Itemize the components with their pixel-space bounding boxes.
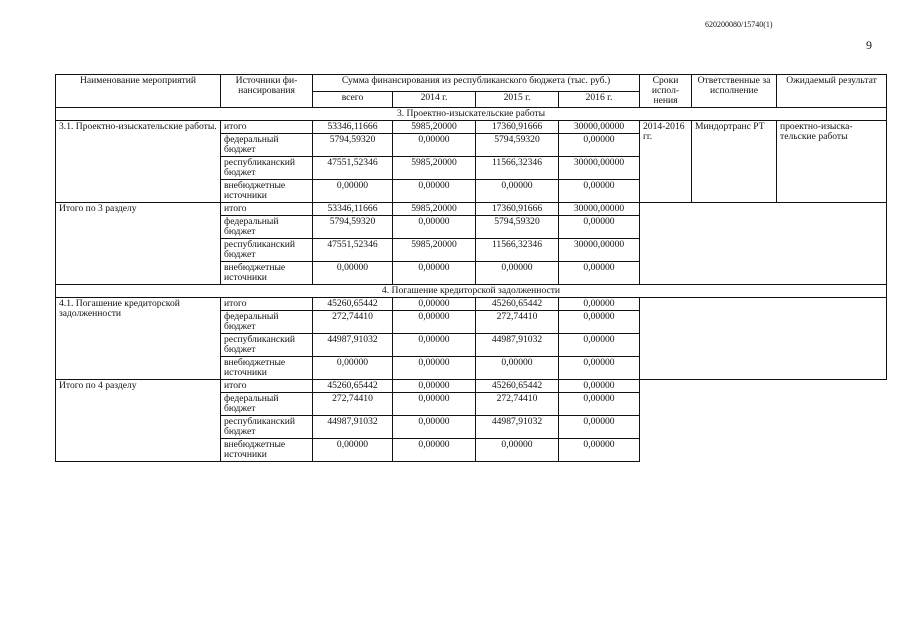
source-cell: итого [221, 380, 313, 393]
value-cell: 47551,52346 [313, 239, 393, 262]
value-cell: 44987,91032 [313, 334, 393, 357]
header-responsible: Ответственные за исполнение [692, 75, 777, 108]
source-cell: внебюджетные источники [221, 262, 313, 285]
source-cell: федеральный бюджет [221, 393, 313, 416]
value-cell: 17360,91666 [476, 121, 559, 134]
value-cell: 0,00000 [313, 262, 393, 285]
value-cell: 5985,20000 [393, 121, 476, 134]
value-cell: 0,00000 [393, 134, 476, 157]
source-cell: федеральный бюджет [221, 134, 313, 157]
source-cell: внебюджетные источники [221, 357, 313, 380]
value-cell: 0,00000 [559, 393, 640, 416]
header-total: всего [313, 91, 393, 108]
value-cell: 0,00000 [393, 311, 476, 334]
source-cell: внебюджетные источники [221, 180, 313, 203]
header-name: Наименование мероприятий [56, 75, 221, 108]
source-cell: федеральный бюджет [221, 311, 313, 334]
source-cell: республиканский бюджет [221, 239, 313, 262]
source-cell: республиканский бюджет [221, 157, 313, 180]
value-cell: 30000,00000 [559, 239, 640, 262]
value-cell: 0,00000 [313, 180, 393, 203]
value-cell: 5794,59320 [476, 134, 559, 157]
value-cell: 272,74410 [313, 311, 393, 334]
value-cell: 0,00000 [393, 298, 476, 311]
source-cell: внебюджетные источники [221, 439, 313, 462]
value-cell: 11566,32346 [476, 157, 559, 180]
section-3-title: 3. Проектно-изыскательские работы [56, 108, 887, 121]
financing-table [55, 74, 887, 462]
page-number: 9 [866, 38, 872, 52]
value-cell: 11566,32346 [476, 239, 559, 262]
header-sum: Сумма финансирования из республиканского бюджета (тыс. руб.) [313, 75, 640, 92]
value-cell: 5794,59320 [313, 216, 393, 239]
item-4-1-name: 4.1. Погашение кредиторской задолженности [56, 298, 221, 380]
source-cell: федеральный бюджет [221, 216, 313, 239]
value-cell: 5985,20000 [393, 239, 476, 262]
value-cell: 0,00000 [559, 180, 640, 203]
table-row [56, 121, 887, 134]
header-result: Ожидаемый результат [777, 75, 887, 108]
value-cell: 272,74410 [476, 393, 559, 416]
value-cell: 5985,20000 [393, 203, 476, 216]
value-cell: 0,00000 [393, 416, 476, 439]
value-cell: 0,00000 [393, 357, 476, 380]
value-cell: 0,00000 [393, 216, 476, 239]
value-cell: 53346,11666 [313, 203, 393, 216]
value-cell: 0,00000 [559, 216, 640, 239]
value-cell: 45260,65442 [313, 380, 393, 393]
value-cell: 44987,91032 [476, 416, 559, 439]
item-3-1-name: 3.1. Проектно-изыскательские работы. [56, 121, 221, 203]
empty-cell [640, 298, 887, 380]
value-cell: 0,00000 [559, 416, 640, 439]
table-row [56, 380, 887, 393]
value-cell: 0,00000 [559, 262, 640, 285]
table-row [56, 203, 887, 216]
value-cell: 0,00000 [313, 439, 393, 462]
value-cell: 30000,00000 [559, 121, 640, 134]
header-2015: 2015 г. [476, 91, 559, 108]
header-row [56, 75, 887, 92]
item-3-1-responsible: Миндортранс РТ [692, 121, 777, 203]
table-row [56, 298, 887, 311]
subtotal-3-name: Итого по 3 разделу [56, 203, 221, 285]
value-cell: 5985,20000 [393, 157, 476, 180]
value-cell: 0,00000 [559, 134, 640, 157]
value-cell: 0,00000 [476, 180, 559, 203]
value-cell: 44987,91032 [313, 416, 393, 439]
value-cell: 45260,65442 [476, 380, 559, 393]
value-cell: 272,74410 [476, 311, 559, 334]
value-cell: 0,00000 [559, 334, 640, 357]
empty-cell [640, 380, 887, 462]
empty-cell [640, 203, 887, 285]
value-cell: 0,00000 [393, 380, 476, 393]
source-cell: итого [221, 298, 313, 311]
value-cell: 47551,52346 [313, 157, 393, 180]
value-cell: 53346,11666 [313, 121, 393, 134]
value-cell: 0,00000 [476, 262, 559, 285]
value-cell: 0,00000 [393, 393, 476, 416]
value-cell: 0,00000 [559, 311, 640, 334]
value-cell: 0,00000 [559, 439, 640, 462]
item-3-1-result: проектно-изыска-тельские работы [777, 121, 887, 203]
header-sources: Источники фи-нансирования [221, 75, 313, 108]
value-cell: 0,00000 [393, 334, 476, 357]
value-cell: 0,00000 [559, 357, 640, 380]
source-cell: республиканский бюджет [221, 334, 313, 357]
header-2014: 2014 г. [393, 91, 476, 108]
header-deadline: Сроки испол-нения [640, 75, 692, 108]
value-cell: 272,74410 [313, 393, 393, 416]
value-cell: 0,00000 [393, 439, 476, 462]
value-cell: 0,00000 [476, 439, 559, 462]
source-cell: республиканский бюджет [221, 416, 313, 439]
value-cell: 5794,59320 [476, 216, 559, 239]
value-cell: 5794,59320 [313, 134, 393, 157]
header-2016: 2016 г. [559, 91, 640, 108]
value-cell: 30000,00000 [559, 157, 640, 180]
source-cell: итого [221, 203, 313, 216]
value-cell: 0,00000 [559, 380, 640, 393]
value-cell: 45260,65442 [313, 298, 393, 311]
value-cell: 17360,91666 [476, 203, 559, 216]
value-cell: 0,00000 [393, 180, 476, 203]
value-cell: 0,00000 [313, 357, 393, 380]
source-cell: итого [221, 121, 313, 134]
section-4-title: 4. Погашение кредиторской задолженности [56, 285, 887, 298]
value-cell: 30000,00000 [559, 203, 640, 216]
subtotal-4-name: Итого по 4 разделу [56, 380, 221, 462]
value-cell: 0,00000 [476, 357, 559, 380]
value-cell: 44987,91032 [476, 334, 559, 357]
item-3-1-deadline: 2014-2016 гг. [640, 121, 692, 203]
value-cell: 0,00000 [393, 262, 476, 285]
document-id: 620200080/15740(1) [705, 20, 773, 29]
value-cell: 45260,65442 [476, 298, 559, 311]
value-cell: 0,00000 [559, 298, 640, 311]
